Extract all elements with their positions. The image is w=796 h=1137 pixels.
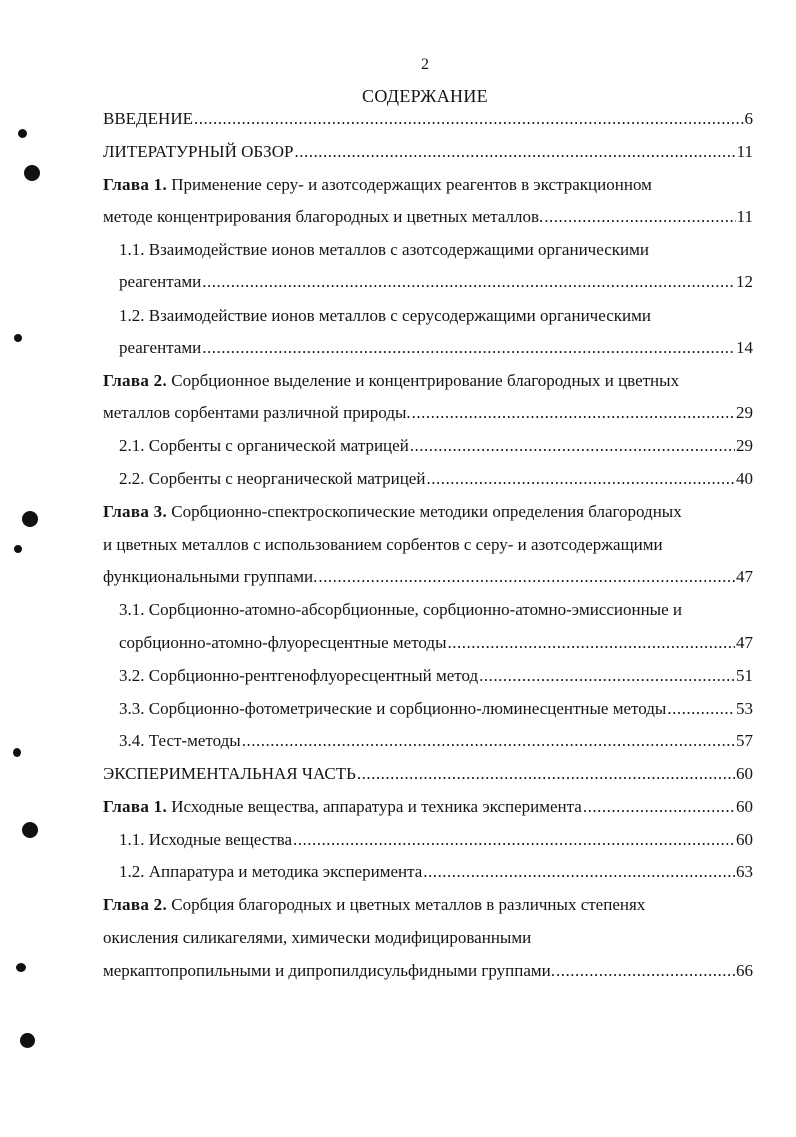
toc-entry-chapter1-line2 [103,205,753,229]
toc-title: СОДЕРЖАНИЕ [362,86,488,106]
toc-entry-exp-1-1 [119,828,753,852]
chapter-label: Глава 3. [103,502,168,521]
toc-entry-page: 11 [736,142,753,161]
leader-dots [479,664,735,688]
toc-entry-1-1-line2 [119,270,753,294]
toc-entry-3-2 [119,664,753,688]
toc-entry-text: 1.2. Аппаратура и методика эксперимента [119,862,423,881]
toc-entry-1-2-line2 [119,336,753,360]
toc-entry-3-3 [119,697,753,721]
toc-entry-introduction [103,107,753,131]
toc-entry-text: 3.4. Тест-методы [119,731,241,750]
toc-entry-chapter2-line2 [103,401,753,425]
toc-entry-3-1-line1 [119,598,769,622]
leader-dots [293,828,735,852]
toc-entry-text: 3.2. Сорбционно-рентгенофлуоресцентный метод [119,666,479,685]
toc-entry-3-4 [119,729,753,753]
leader-dots [202,270,735,294]
toc-entry-text: Применение серу- и азотсодержащих реагентов в экстракционном [171,175,652,194]
toc-entry-chapter3-line3 [103,565,753,589]
toc-entry-text: Сорбционное выделение и концентрирование благородных и цветных [171,371,680,390]
toc-entry-text: функциональными группами. [103,567,318,586]
punch-hole [22,511,38,527]
toc-entry-page: 60 [736,764,753,783]
toc-entry-chapter3-line2 [103,533,763,557]
toc-entry-text: реагентами [119,272,202,291]
toc-entry-text: сорбционно-атомно-флуоресцентные методы [119,633,447,652]
leader-dots [357,762,735,786]
toc-entry-chapter3-line1 [103,500,763,524]
toc-entry-page: 63 [736,862,753,881]
toc-entry-page: 60 [736,830,753,849]
toc-entry-page: 60 [736,797,753,816]
leader-dots [202,336,735,360]
toc-entry-exp-chapter1 [103,795,753,819]
toc-entry-text: 2.1. Сорбенты с органической матрицей [119,436,409,455]
toc-entry-page: 11 [736,207,753,226]
leader-dots [556,959,735,983]
toc-entry-exp-1-2 [119,860,753,884]
leader-dots [583,795,735,819]
toc-entry-text: меркаптопропильными и дипропилдисульфидными группами. [103,961,555,980]
toc-entry-page: 40 [736,469,753,488]
toc-entry-text: окисления силикагелями, химически модифицированными [103,928,532,947]
punch-hole [22,822,38,838]
toc-entry-page: 66 [736,961,753,980]
toc-entry-text: и цветных металлов с использованием сорбентов с серу- и азотсодержащими [103,535,663,554]
toc-entry-exp-chapter2-line2 [103,926,763,950]
toc-entry-exp-chapter2-line3 [103,959,753,983]
toc-entry-1-1-line1 [119,238,759,262]
leader-dots [242,729,735,753]
leader-dots [667,697,735,721]
toc-entry-3-1-line2 [119,631,753,655]
toc-entry-2-2 [119,467,753,491]
toc-entry-exp-chapter2-line1 [103,893,763,917]
toc-entry-2-1 [119,434,753,458]
chapter-label: Глава 2. [103,371,168,390]
toc-entry-page: 57 [736,731,753,750]
toc-entry-text: 1.1. Исходные вещества [119,830,293,849]
leader-dots [294,140,735,164]
leader-dots [448,631,736,655]
page-number: 2 [421,56,429,73]
toc-entry-text: 3.1. Сорбционно-атомно-абсорбционные, сорбционно-атомно-эмиссионные и [119,600,682,619]
leader-dots [426,467,735,491]
toc-entry-page: 29 [736,403,753,422]
punch-hole-small [14,334,22,342]
toc-entry-page: 53 [736,699,753,718]
toc-entry-experimental-part [103,762,753,786]
toc-entry-page: 51 [736,666,753,685]
leader-dots [544,205,735,229]
punch-hole-small [16,963,26,972]
punch-hole-small [13,748,21,757]
toc-entry-text: реагентами [119,338,202,357]
toc-entry-text: Сорбционно-спектроскопические методики определения благородных [171,502,682,521]
toc-entry-text: ЛИТЕРАТУРНЫЙ ОБЗОР [103,142,294,161]
toc-entry-text: 3.3. Сорбционно-фотометрические и сорбционно-люминесцентные методы [119,699,667,718]
toc-entry-text: 2.2. Сорбенты с неорганической матрицей [119,469,426,488]
toc-entry-text: 1.2. Взаимодействие ионов металлов с серусодержащими органическими [119,306,651,325]
toc-entry-text: Исходные вещества, аппаратура и техника эксперимента [171,797,582,816]
leader-dots [423,860,735,884]
punch-hole-small [18,129,27,138]
leader-dots [318,565,735,589]
toc-entry-page: 47 [736,567,753,586]
toc-entry-text: методе концентрирования благородных и цветных металлов. [103,207,544,226]
leader-dots [194,107,744,131]
chapter-label: Глава 1. [103,797,168,816]
toc-entry-1-2-line1 [119,304,759,328]
toc-entry-page: 29 [736,436,753,455]
toc-entry-page: 6 [744,109,753,128]
chapter-label: Глава 1. [103,175,168,194]
toc-entry-chapter1-line1 [103,173,763,197]
chapter-label: Глава 2. [103,895,168,914]
toc-entry-text: ВВЕДЕНИЕ [103,109,193,128]
leader-dots [410,434,735,458]
toc-entry-page: 14 [736,338,753,357]
toc-entry-page: 47 [736,633,753,652]
toc-entry-heading [103,795,582,819]
punch-hole-small [14,545,22,553]
toc-entry-chapter2-line1 [103,369,763,393]
punch-hole [20,1033,35,1048]
toc-entry-text: металлов сорбентами различной природы. [103,403,411,422]
toc-entry-text: Сорбция благородных и цветных металлов в различных степенях [171,895,646,914]
punch-hole [24,165,40,181]
toc-entry-text: ЭКСПЕРИМЕНТАЛЬНАЯ ЧАСТЬ [103,764,356,783]
toc-entry-text: 1.1. Взаимодействие ионов металлов с азотсодержащими органическими [119,240,649,259]
toc-entry-page: 12 [736,272,753,291]
leader-dots [412,401,735,425]
toc-entry-literature-review [103,140,753,164]
